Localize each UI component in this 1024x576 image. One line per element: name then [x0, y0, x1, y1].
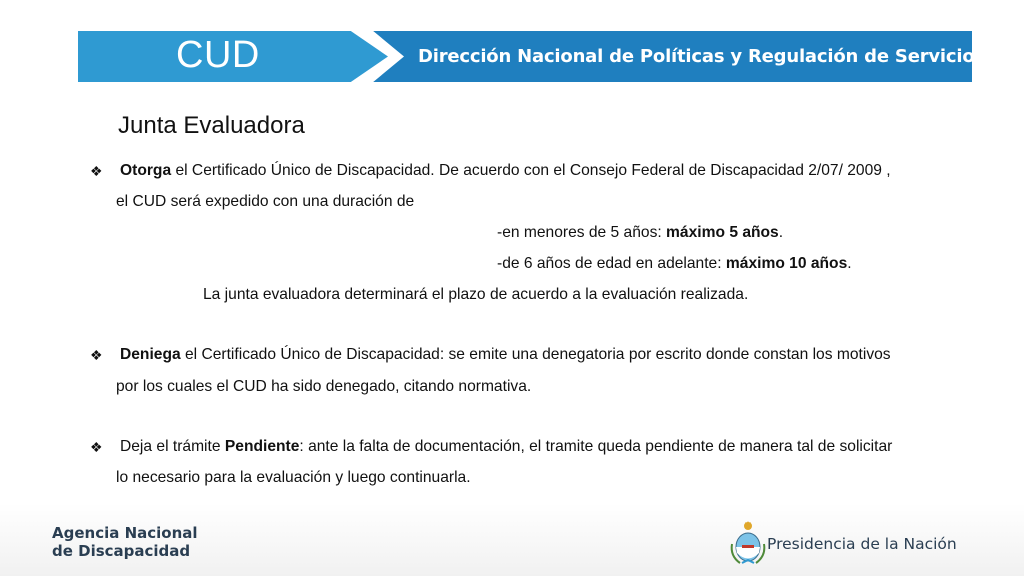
item-deniega-line2: por los cuales el CUD ha sido denegado, citando normativa. [116, 378, 532, 395]
bullet-icon: ❖ [90, 163, 103, 179]
item-pendiente-line1: Deja el trámite Pendiente: ante la falta de documentación, el tramite queda pendiente de manera tal de solicitar [120, 438, 893, 455]
item-deniega-keyword: Deniega [120, 346, 181, 363]
item-otorga-keyword: Otorga [120, 162, 172, 179]
item-pendiente-keyword: Pendiente [224, 438, 300, 455]
bullet-icon: ❖ [90, 347, 103, 363]
presidencia-logo-text: Presidencia de la Nación [767, 535, 957, 553]
bullet-icon: ❖ [90, 439, 103, 455]
section-heading: Junta Evaluadora [118, 112, 305, 139]
header-title: Dirección Nacional de Políticas y Regulación de Servicios [418, 46, 985, 67]
item-otorga-line2: el CUD será expedido con una duración de [116, 193, 415, 210]
item-otorga-sub2: -de 6 años de edad en adelante: máximo 10 años. [497, 255, 852, 272]
header-tag: CUD [176, 34, 260, 76]
item-pendiente-line2: lo necesario para la evaluación y luego continuarla. [116, 469, 471, 486]
item-otorga-sub1: -en menores de 5 años: máximo 5 años. [497, 224, 784, 241]
agency-logo: Agencia Nacional de Discapacidad [52, 524, 198, 560]
item-deniega-line1: Deniega el Certificado Único de Discapacidad: se emite una denegatoria por escrito donde constan los motivos [120, 346, 891, 363]
item-otorga-line1: Otorga el Certificado Único de Discapacidad. De acuerdo con el Consejo Federal de Discapacidad 2/07/ 2009 , [120, 162, 891, 179]
item-otorga-note: La junta evaluadora determinará el plazo de acuerdo a la evaluación realizada. [203, 286, 749, 303]
national-emblem-icon [728, 520, 768, 566]
